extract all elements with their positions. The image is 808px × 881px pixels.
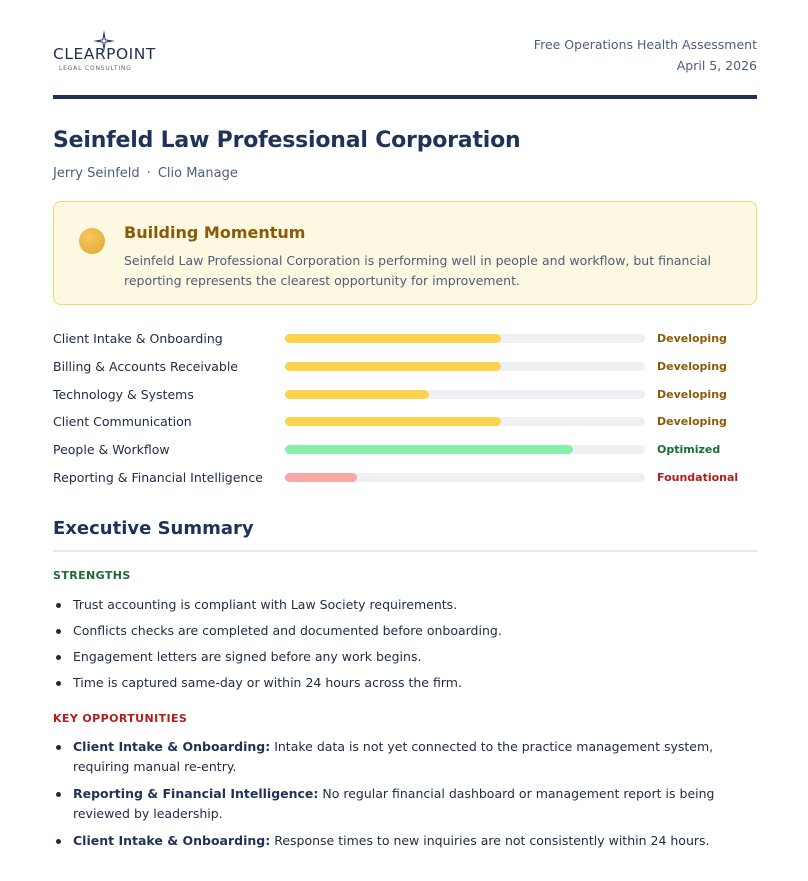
brand-tagline: LEGAL CONSULTING — [59, 65, 132, 72]
overall-status-title: Building Momentum — [124, 223, 306, 242]
section-divider — [53, 550, 757, 552]
client-contact: Jerry Seinfeld — [53, 166, 140, 181]
score-label: People & Workflow — [53, 442, 170, 458]
client-software: Clio Manage — [157, 166, 238, 181]
score-label: Client Communication — [53, 414, 192, 430]
opportunity-item — [53, 831, 757, 851]
report-date: April 5, 2026 — [676, 58, 757, 73]
score-label: Billing & Accounts Receivable — [53, 358, 238, 374]
score-status: Developing — [657, 415, 727, 429]
score-bar-fill — [285, 390, 429, 399]
score-bar-track — [285, 445, 645, 454]
score-bar-fill — [285, 473, 357, 482]
opportunity-text: Response times to new inquiries are not consistently within 24 hours. — [270, 833, 710, 848]
score-bar-fill — [285, 334, 501, 343]
score-status: Developing — [657, 387, 727, 401]
score-status: Developing — [657, 332, 727, 345]
score-bar-fill — [285, 362, 501, 371]
score-label: Client Intake & Onboarding — [53, 331, 223, 346]
header-divider — [53, 95, 757, 99]
score-bars — [53, 327, 757, 494]
score-row — [53, 327, 757, 355]
score-label: Reporting & Financial Intelligence — [53, 469, 263, 485]
client-meta — [53, 166, 238, 181]
opportunity-item — [53, 784, 757, 824]
opportunity-area: Reporting & Financial Intelligence: — [73, 786, 319, 801]
score-row — [53, 383, 757, 411]
overall-status-summary: Seinfeld Law Professional Corporation is performing well in people and workflow, but financial reporting represents the clearest opportunity for improvement. — [124, 253, 711, 288]
score-bar-track — [285, 362, 645, 371]
strengths-heading: STRENGTHS — [53, 569, 131, 582]
report-type: Free Operations Health Assessment — [533, 37, 757, 52]
opportunity-item — [53, 737, 757, 777]
status-indicator-icon — [79, 228, 105, 254]
score-row — [53, 355, 757, 383]
opportunity-area: Client Intake & Onboarding: — [73, 739, 271, 754]
score-bar-track — [285, 473, 645, 482]
report-page — [53, 0, 757, 848]
score-bar-fill — [285, 445, 573, 454]
score-label: Technology & Systems — [53, 386, 194, 402]
strength-item: Trust accounting is compliant with Law Society requirements. — [53, 595, 757, 615]
company-logo — [53, 30, 163, 76]
score-row — [53, 410, 757, 438]
strengths-list — [53, 595, 757, 699]
opportunity-text: Intake data is not yet connected to the practice management system, requiring manual re-entry. — [73, 739, 714, 774]
meta-separator: · — [146, 166, 151, 181]
strength-item: Conflicts checks are completed and documented before onboarding. — [53, 621, 757, 641]
score-status: Foundational — [657, 470, 739, 484]
score-row — [53, 438, 757, 466]
strength-item: Engagement letters are signed before any work begins. — [53, 647, 757, 667]
score-row — [53, 466, 757, 494]
score-bar-track — [285, 390, 645, 399]
opportunity-text: No regular financial dashboard or management report is being reviewed by leadership. — [73, 786, 715, 821]
opportunities-list — [53, 737, 757, 858]
opportunities-heading: KEY OPPORTUNITIES — [53, 712, 188, 725]
executive-summary-title: Executive Summary — [53, 518, 254, 539]
score-bar-fill — [285, 417, 501, 426]
firm-name: Seinfeld Law Professional Corporation — [53, 128, 521, 153]
score-bar-track — [285, 417, 645, 426]
brand-name: CLEARPOINT — [53, 45, 156, 63]
opportunity-area: Client Intake & Onboarding: — [73, 833, 271, 848]
score-status: Developing — [657, 359, 727, 373]
report-meta — [534, 34, 757, 76]
report-header — [53, 0, 757, 100]
score-status: Optimized — [657, 443, 721, 457]
score-bar-track — [285, 334, 645, 343]
overall-status-callout — [53, 201, 757, 305]
strength-item: Time is captured same-day or within 24 hours across the firm. — [53, 673, 757, 693]
